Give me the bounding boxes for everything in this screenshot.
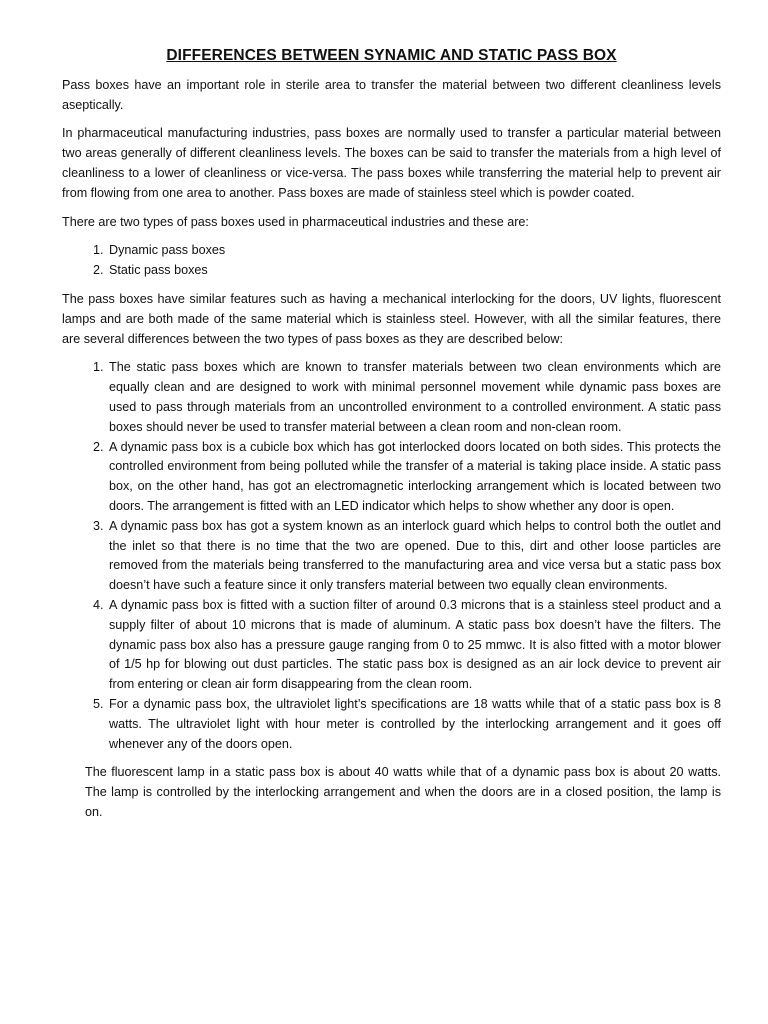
- pass-box-types-list: [62, 241, 721, 281]
- intro-paragraph: Pass boxes have an important role in sterile area to transfer the material between two different cleanliness levels aseptically.: [62, 77, 721, 112]
- intro-paragraph: There are two types of pass boxes used in pharmaceutical industries and these are:: [62, 214, 529, 229]
- list-item: 2. A dynamic pass box is a cubicle box which has got interlocked doors located on both sides. This protects the controlled environment from being polluted while the transfer of a material is taking place inside. A static pass box, on the other hand, has got an electromagnetic interlocking arrangement which is located between two doors. The arrangement is fitted with an LED indicator which helps to show whether any door is open.: [107, 438, 721, 517]
- differences-list: [62, 358, 721, 754]
- document-page: [62, 46, 721, 832]
- list-item: 1. Dynamic pass boxes: [107, 241, 721, 261]
- list-item: 1. The static pass boxes which are known to transfer materials between two clean environments which are equally clean and are designed to work with minimal personnel movement while dynamic pass boxes are used to pass through materials from an uncontrolled environment to a controlled environment. A static pass boxes should never be used to transfer material between a clean room and non-clean room.: [107, 358, 721, 437]
- list-item: 4. A dynamic pass box is fitted with a suction filter of around 0.3 microns that is a stainless steel product and a supply filter of about 10 microns that is made of aluminum. A static pass box doesn’t have the filters. The dynamic pass box also has a pressure gauge ranging from 0 to 25 mmwc. It is also fitted with a motor blower of 1/5 hp for blowing out dust particles. The static pass box is designed as an air lock device to prevent air from entering or clean air form disappearing from the clean room.: [107, 596, 721, 695]
- features-paragraph: The pass boxes have similar features such as having a mechanical interlocking for the doors, UV lights, fluorescent lamps and are both made of the same material which is stainless steel. However, with all the similar features, there are several differences between the two types of pass boxes as they are described below:: [62, 291, 721, 346]
- page-title: DIFFERENCES BETWEEN SYNAMIC AND STATIC PASS BOX: [166, 47, 617, 64]
- list-item: 3. A dynamic pass box has got a system known as an interlock guard which helps to control both the outlet and the inlet so that there is no time that the two are opened. Due to this, dirt and other loose particles are removed from the materials being transferred to the manufacturing area and vice versa but a static pass box doesn’t have such a feature since it only transfers material between two equally clean environments.: [107, 517, 721, 596]
- closing-paragraph: The fluorescent lamp in a static pass box is about 40 watts while that of a dynamic pass box is about 20 watts. The lamp is controlled by the interlocking arrangement and when the doors are in a closed position, the lamp is on.: [85, 765, 721, 819]
- list-item: 5. For a dynamic pass box, the ultraviolet light’s specifications are 18 watts while that of a static pass box is 8 watts. The ultraviolet light with hour meter is controlled by the interlocking arrangement and it goes off whenever any of the doors open.: [107, 695, 721, 754]
- list-item: 2. Static pass boxes: [107, 261, 721, 281]
- intro-paragraph: In pharmaceutical manufacturing industries, pass boxes are normally used to transfer a particular material between two areas generally of different cleanliness levels. The boxes can be said to transfer the materials from a high level of cleanliness to a lower of cleanliness or vice-versa. The pass boxes while transferring the material help to prevent air from flowing from one area to another. Pass boxes are made of stainless steel which is powder coated.: [62, 126, 721, 200]
